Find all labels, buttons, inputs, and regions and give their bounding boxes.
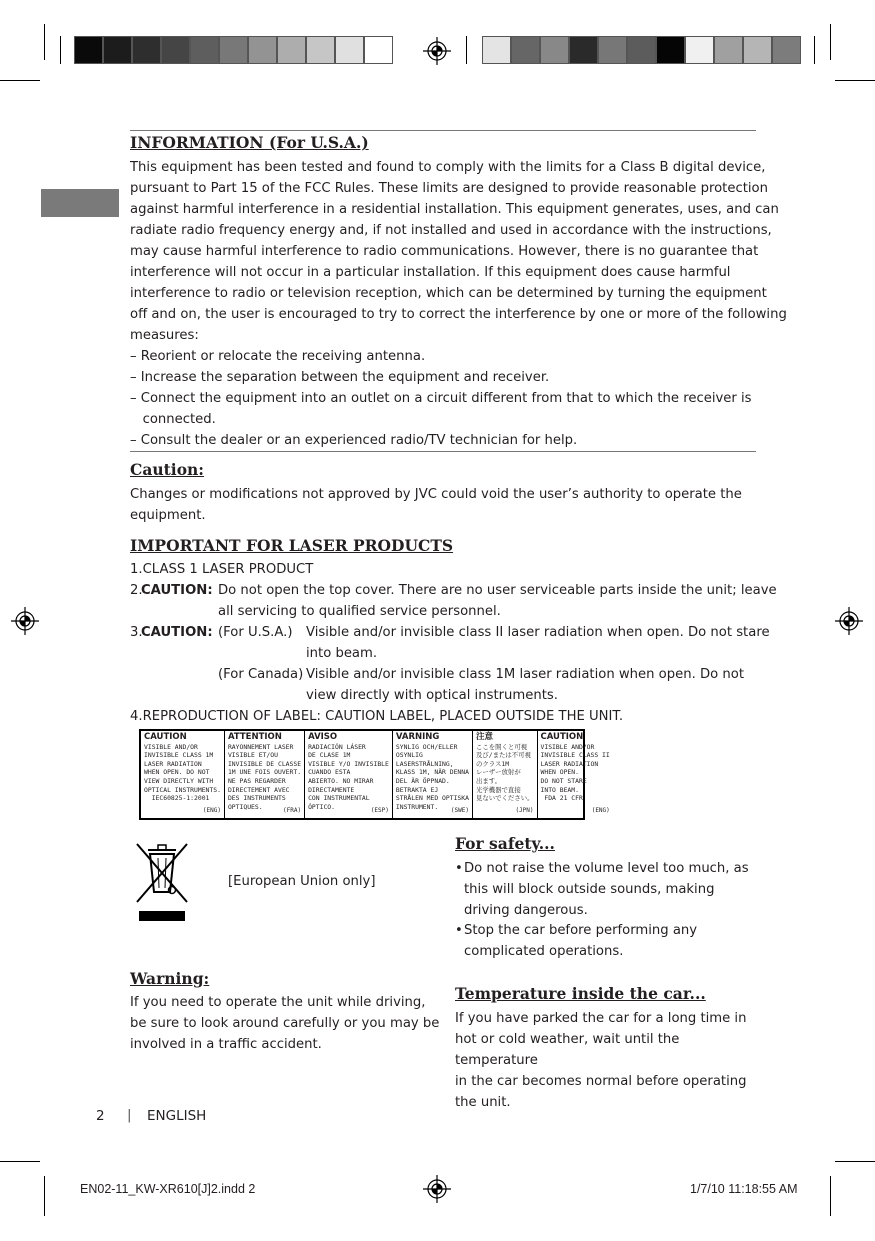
registration-mark-icon (422, 1174, 452, 1204)
color-swatch (277, 36, 306, 64)
label-cell-language-tag: (SWE) (450, 807, 469, 815)
label-cell (538, 731, 613, 818)
warning-body (130, 992, 450, 1055)
registration-mark-icon (834, 606, 864, 636)
label-cell-line: RADIACIÓN LÁSER (308, 742, 366, 751)
safety-heading: For safety... (455, 834, 555, 853)
safety-bullet: • Stop the car before performing any complicated operations. (455, 920, 755, 962)
crop-mark (0, 1161, 40, 1162)
label-cell-line: ABIERTO. NO MIRAR (308, 776, 374, 785)
label-cell-line: VISIBLE AND/OR (144, 742, 198, 751)
temperature-line: If you have parked the car for a long time in (455, 1011, 747, 1026)
laser-item-2-label: CAUTION: (141, 583, 213, 598)
crop-mark (830, 1176, 831, 1216)
label-cell-line: OPTIQUES. (227, 802, 263, 811)
label-cell-line: SYNLIG OCH/ELLER (395, 742, 458, 751)
color-swatch (743, 36, 772, 64)
section-rule (130, 130, 756, 131)
information-line: This equipment has been tested and found to comply with the limits for a Class B digital device, (130, 160, 766, 175)
label-cell-line: NE PAS REGARDER (227, 776, 286, 785)
color-swatch (248, 36, 277, 64)
label-cell-line: IEC60825-1:2001 (144, 794, 210, 803)
usa-text: into beam. (306, 646, 378, 661)
caution-line: Changes or modifications not approved by JVC could void the user’s authority to operate the (130, 487, 742, 502)
color-bar-tick (466, 36, 467, 64)
information-heading: INFORMATION (For U.S.A.) (130, 133, 369, 152)
label-cell-line: のクラス1M (475, 759, 510, 768)
label-cell-line: DEL ÄR ÖPPNAD. (395, 776, 450, 785)
eu-note: [European Union only] (228, 874, 376, 889)
label-cell (473, 731, 538, 818)
crop-mark (44, 24, 45, 60)
label-cell-line: INVISIBLE DE CLASSE (227, 759, 302, 768)
label-cell-title: VARNING (395, 732, 440, 742)
information-line: – Connect the equipment into an outlet on a circuit different from that to which the receiver is (130, 391, 752, 406)
color-swatch (482, 36, 511, 64)
crop-mark (835, 80, 875, 81)
color-swatch (511, 36, 540, 64)
section-rule (130, 451, 756, 452)
safety-bullet: • Do not raise the volume level too much, as this will block outside sounds, making driving dangerous. (455, 858, 755, 921)
label-cell-line: VIEW DIRECTLY WITH (144, 776, 214, 785)
label-cell-line: 1M UNE FOIS OUVERT. (227, 768, 302, 777)
information-body (130, 157, 787, 451)
usa-text: Visible and/or invisible class II laser radiation when open. Do not stare (306, 625, 770, 640)
color-swatch (306, 36, 335, 64)
color-swatch (569, 36, 598, 64)
warning-line: If you need to operate the unit while driving, (130, 995, 426, 1010)
label-cell-line: OSYNLIG (395, 751, 423, 760)
label-cell-line: レーザー放射が (475, 768, 521, 777)
color-swatch (132, 36, 161, 64)
registration-mark-icon (422, 36, 452, 66)
registration-mark-icon (10, 606, 40, 636)
label-cell-line: DIRECTAMENTE (308, 785, 355, 794)
information-line: – Reorient or relocate the receiving antenna. (130, 349, 426, 364)
color-swatch (598, 36, 627, 64)
label-cell-title: CAUTION (540, 732, 584, 742)
color-swatch (364, 36, 393, 64)
color-swatch (103, 36, 132, 64)
crop-mark (44, 1176, 45, 1216)
information-line: interference will not occur in a particular installation. If this equipment does cause harmful (130, 265, 731, 280)
label-cell-line: INSTRUMENT. (395, 802, 439, 811)
color-swatch (161, 36, 190, 64)
slug-file: EN02-11_KW-XR610[J]2.indd 2 (80, 1182, 256, 1196)
temperature-line: hot or cold weather, wait until the temperature (455, 1032, 680, 1068)
label-cell-line: WHEN OPEN. DO NOT (144, 768, 210, 777)
label-cell-language-tag: (ENG) (202, 807, 221, 815)
temperature-heading: Temperature inside the car... (455, 984, 706, 1003)
label-cell-line: 出ます。 (475, 776, 502, 785)
label-cell-line: DE CLASE 1M (308, 751, 351, 760)
color-swatch (540, 36, 569, 64)
color-swatch (190, 36, 219, 64)
label-cell-line: 光学機器で直接 (475, 785, 521, 794)
label-cell-line: WHEN OPEN. (540, 768, 579, 777)
information-line: off and on, the user is encouraged to try to correct the interference by one or more of the following (130, 307, 787, 322)
laser-item-4: 4.REPRODUCTION OF LABEL: CAUTION LABEL, PLACED OUTSIDE THE UNIT. (130, 709, 624, 724)
label-cell (225, 731, 305, 818)
label-cell-line: FDA 21 CFR (540, 794, 583, 803)
label-cell-language-tag: (JPN) (515, 807, 534, 815)
label-cell-line: CON INSTRUMENTAL (308, 794, 370, 803)
label-cell-line: ÓPTICO. (308, 802, 335, 811)
label-cell-line: INVISIBLE CLASS 1M (144, 751, 214, 760)
canada-text: view directly with optical instruments. (306, 688, 558, 703)
information-line: pursuant to Part 15 of the FCC Rules. These limits are designed to provide reasonable protection (130, 181, 768, 196)
label-cell-line: OPTICAL INSTRUMENTS. (144, 785, 221, 794)
crop-mark (0, 80, 40, 81)
information-line: may cause harmful interference to radio communications. However, there is no guarantee that (130, 244, 759, 259)
label-cell-line: 見ないでください。 (475, 794, 534, 803)
label-cell-line: VISIBLE Y/O INVISIBLE (308, 759, 389, 768)
color-swatch (335, 36, 364, 64)
caution-label-image (139, 729, 610, 820)
warning-heading: Warning: (130, 969, 210, 988)
caution-body (130, 484, 760, 526)
color-swatch (714, 36, 743, 64)
label-cell-language-tag: (ENG) (591, 807, 610, 815)
laser-item-3-label: CAUTION: (141, 625, 213, 640)
label-cell-line: VISIBLE ET/OU (227, 751, 278, 760)
label-cell (393, 731, 473, 818)
color-swatch (772, 36, 801, 64)
label-cell (305, 731, 393, 818)
label-cell-line: KLASS 1M, NÄR DENNA (395, 768, 469, 777)
laser-item-1: 1.CLASS 1 LASER PRODUCT (130, 562, 314, 577)
label-cell-line: CUANDO ESTA (308, 768, 351, 777)
canada-label: (For Canada) (218, 667, 304, 682)
information-line: connected. (130, 412, 216, 427)
canada-text: Visible and/or invisible class 1M laser radiation when open. Do not (306, 667, 744, 682)
slug-datetime: 1/7/10 11:18:55 AM (690, 1182, 798, 1196)
laser-item-2-number: 2. (130, 583, 143, 598)
label-cell-line: DO NOT STARE (540, 776, 587, 785)
label-cell-language-tag: (ESP) (370, 807, 389, 815)
temperature-line: the unit. (455, 1095, 511, 1110)
color-swatch (219, 36, 248, 64)
label-cell-title: ATTENTION (227, 732, 282, 742)
information-line: radiate radio frequency energy and, if not installed and used in accordance with the instructions, (130, 223, 772, 238)
label-cell-line: VISIBLE AND/OR (540, 742, 595, 751)
footer-language: ENGLISH (147, 1108, 207, 1124)
color-bar-tick (814, 36, 815, 64)
color-swatch (656, 36, 685, 64)
color-swatch (685, 36, 714, 64)
color-swatch (627, 36, 656, 64)
label-cell-line: DES INSTRUMENTS (227, 794, 286, 803)
page-number: 2 (96, 1108, 105, 1124)
language-tab (41, 189, 119, 217)
laser-item-2-text: Do not open the top cover. There are no user serviceable parts inside the unit; leave (218, 583, 777, 598)
laser-item-3-number: 3. (130, 625, 143, 640)
information-line: measures: (130, 328, 199, 343)
color-swatch (74, 36, 103, 64)
information-line: interference to radio or television reception, which can be determined by turning the equipment (130, 286, 767, 301)
label-cell-line: DIRECTEMENT AVEC (227, 785, 290, 794)
caution-line: equipment. (130, 508, 206, 523)
label-cell-line: STRÅLEN MED OPTISKA (395, 794, 469, 803)
label-cell-line: INTO BEAM. (540, 785, 579, 794)
label-cell-language-tag: (FRA) (283, 807, 302, 815)
temperature-line: in the car becomes normal before operating (455, 1074, 747, 1089)
warning-line: involved in a traffic accident. (130, 1037, 322, 1052)
warning-line: be sure to look around carefully or you may be (130, 1016, 440, 1031)
caution-heading: Caution: (130, 460, 205, 479)
label-cell-line: LASERSTRÅLNING, (395, 759, 454, 768)
label-cell (141, 731, 225, 818)
label-cell-title: AVISO (308, 732, 338, 742)
crop-mark (830, 24, 831, 60)
label-cell-line: BETRAKTA EJ (395, 785, 439, 794)
information-line: against harmful interference in a residential installation. This equipment generates, uses, and can (130, 202, 779, 217)
label-cell-title: 注意 (475, 732, 493, 742)
crop-mark (835, 1161, 875, 1162)
label-cell-line: LASER RADIATION (540, 759, 599, 768)
laser-heading: IMPORTANT FOR LASER PRODUCTS (130, 536, 454, 555)
label-cell-line: ここを開くと可視 (475, 742, 528, 751)
laser-item-2-text: all servicing to qualified service personnel. (218, 604, 501, 619)
footer-separator: | (127, 1107, 132, 1123)
information-line: – Consult the dealer or an experienced radio/TV technician for help. (130, 433, 578, 448)
label-cell-line: 及び/または不可視 (475, 751, 531, 760)
label-cell-line: RAYONNEMENT LASER (227, 742, 294, 751)
temperature-body (455, 1008, 765, 1113)
usa-label: (For U.S.A.) (218, 625, 293, 640)
information-line: – Increase the separation between the equipment and receiver. (130, 370, 550, 385)
color-bar-tick (60, 36, 61, 64)
label-cell-title: CAUTION (144, 732, 187, 742)
crossed-bin-icon (134, 840, 190, 924)
label-cell-line: INVISIBLE CLASS II (540, 751, 610, 760)
label-cell-line: LASER RADIATION (144, 759, 202, 768)
